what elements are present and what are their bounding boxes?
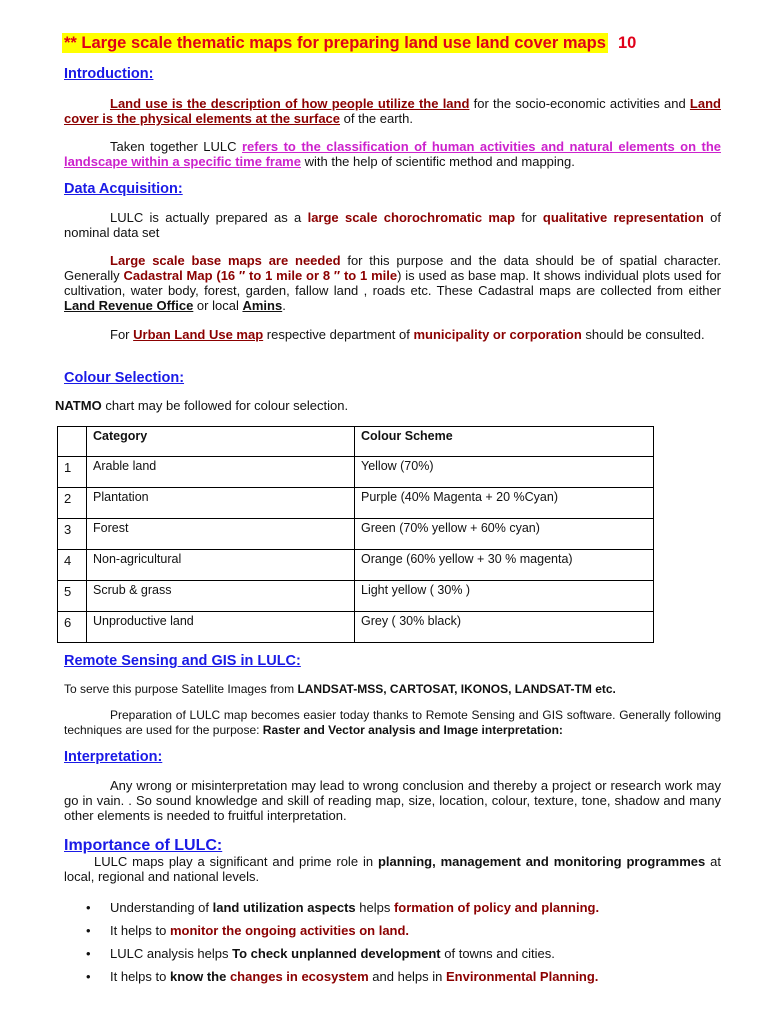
table-cell: Category bbox=[87, 427, 355, 457]
intro-paragraph-1 bbox=[64, 96, 721, 126]
text-span: LULC is actually prepared as a bbox=[110, 210, 308, 225]
importance-paragraph bbox=[64, 854, 721, 884]
title-text: ** Large scale thematic maps for preparing land use land cover maps bbox=[64, 34, 606, 52]
text-span: land utilization aspects bbox=[212, 900, 356, 915]
text-span: LULC maps play a significant and prime role in bbox=[94, 854, 378, 869]
land-use-definition: Land use is the description of how people utilize the land bbox=[110, 96, 470, 111]
text-span: municipality or corporation bbox=[413, 327, 582, 342]
table-cell: Non-agricultural bbox=[87, 550, 355, 581]
table-row bbox=[58, 457, 654, 488]
text-span: For bbox=[110, 327, 134, 342]
text-span: Environmental Planning. bbox=[446, 969, 599, 984]
table-cell: 5 bbox=[58, 581, 87, 612]
text-span: at local, regional and national levels. bbox=[64, 854, 721, 884]
table-cell: Scrub & grass bbox=[87, 581, 355, 612]
land-cover-definition: Land cover is the physical elements at the surface bbox=[64, 96, 721, 126]
table-row bbox=[58, 612, 654, 643]
table-cell: Plantation bbox=[87, 488, 355, 519]
data-acq-paragraph-3 bbox=[64, 327, 721, 342]
text-span: Raster and Vector analysis and Image interpretation: bbox=[262, 723, 563, 737]
table-cell: Unproductive land bbox=[87, 612, 355, 643]
lulc-definition: refers to the classification of human activities and natural elements on the landscape within a specific time frame bbox=[64, 139, 721, 169]
text-span: know the bbox=[169, 969, 230, 984]
text-span: formation of policy and planning. bbox=[393, 900, 600, 915]
table-cell: Light yellow ( 30% ) bbox=[355, 581, 654, 612]
list-item bbox=[64, 969, 724, 992]
colour-scheme-table bbox=[57, 426, 654, 643]
text-span: Large scale base maps are needed bbox=[110, 253, 341, 268]
heading-remote-sensing: Remote Sensing and GIS in LULC: bbox=[64, 653, 301, 669]
table-cell: 6 bbox=[58, 612, 87, 643]
heading-interpretation: Interpretation: bbox=[64, 749, 163, 765]
table-cell: Orange (60% yellow + 30 % magenta) bbox=[355, 550, 654, 581]
text-span: changes in ecosystem bbox=[229, 969, 369, 984]
text-span: To check unplanned development bbox=[232, 946, 441, 961]
text-span: LULC analysis helps bbox=[110, 946, 233, 961]
list-item bbox=[64, 900, 724, 923]
remote-sensing-paragraph-2 bbox=[64, 708, 721, 738]
table-row bbox=[58, 488, 654, 519]
text-span: Urban Land Use map bbox=[133, 327, 264, 342]
text-span: of the earth. bbox=[340, 111, 414, 126]
text-span: with the help of scientific method and mapping. bbox=[300, 154, 575, 169]
page-title bbox=[62, 34, 636, 53]
text-span: planning, management and monitoring programmes bbox=[377, 854, 706, 869]
text-span: qualitative representation bbox=[542, 210, 704, 225]
table-cell bbox=[58, 427, 87, 457]
table-cell: 4 bbox=[58, 550, 87, 581]
bullet-icon: • bbox=[86, 969, 91, 984]
text-span: Land Revenue Office bbox=[64, 298, 194, 313]
text-span: It helps to bbox=[110, 969, 170, 984]
table-cell: Purple (40% Magenta + 20 %Cyan) bbox=[355, 488, 654, 519]
text-span: chart may be followed for colour selection. bbox=[101, 398, 349, 413]
natmo-line bbox=[55, 398, 348, 413]
list-item bbox=[64, 946, 724, 969]
list-item bbox=[64, 923, 724, 946]
text-span: Preparation of LULC map becomes easier today thanks to Remote Sensing and GIS software. Generally following techniques are used for the purpose: bbox=[64, 708, 721, 737]
text-span: ) is used as base map. It shows individual plots used for cultivation, water body, forest, garden, fallow land , roads etc. These Cadastral maps are collected from either bbox=[64, 268, 721, 298]
text-span: or local bbox=[193, 298, 243, 313]
text-span: should be consulted. bbox=[581, 327, 705, 342]
text-span: for this purpose and the data should be of spatial character. Generally bbox=[64, 253, 721, 283]
table-cell: Green (70% yellow + 60% cyan) bbox=[355, 519, 654, 550]
table-header-row bbox=[58, 427, 654, 457]
text-span: Any wrong or misinterpretation may lead to wrong conclusion and thereby a project or research work may go in vain. . So sound knowledge and skill of reading map, size, location, colour, texture, tone, shadow and many other elements is needed to fruitful interpretation. bbox=[64, 778, 721, 823]
bullet-icon: • bbox=[86, 900, 91, 915]
table-row bbox=[58, 550, 654, 581]
table-cell: 1 bbox=[58, 457, 87, 488]
table-cell: Yellow (70%) bbox=[355, 457, 654, 488]
text-span: Amins bbox=[242, 298, 283, 313]
data-acq-paragraph-1 bbox=[64, 210, 721, 240]
table-row bbox=[58, 581, 654, 612]
text-span: respective department of bbox=[263, 327, 414, 342]
table-cell: Colour Scheme bbox=[355, 427, 654, 457]
table-row bbox=[58, 519, 654, 550]
text-span: . bbox=[282, 298, 286, 313]
text-span: LANDSAT-MSS, CARTOSAT, IKONOS, LANDSAT-TM etc. bbox=[297, 682, 616, 696]
text-span: and helps in bbox=[368, 969, 447, 984]
importance-bullet-list bbox=[64, 900, 724, 992]
text-span: To serve this purpose Satellite Images from bbox=[64, 682, 298, 696]
data-acq-paragraph-2 bbox=[64, 253, 721, 313]
text-span: for bbox=[515, 210, 543, 225]
text-span: of nominal data set bbox=[64, 210, 721, 240]
intro-paragraph-2 bbox=[64, 139, 721, 169]
table-cell: Arable land bbox=[87, 457, 355, 488]
text-span: Taken together LULC bbox=[110, 139, 242, 154]
heading-data-acquisition: Data Acquisition: bbox=[64, 181, 183, 197]
text-span: Understanding of bbox=[110, 900, 213, 915]
text-span: large scale chorochromatic map bbox=[307, 210, 516, 225]
heading-importance: Importance of LULC: bbox=[64, 837, 223, 854]
text-span: NATMO bbox=[55, 398, 102, 413]
interpretation-paragraph bbox=[64, 778, 721, 823]
heading-colour-selection: Colour Selection: bbox=[64, 370, 185, 386]
table-cell: 2 bbox=[58, 488, 87, 519]
text-span: helps bbox=[355, 900, 394, 915]
table-cell: 3 bbox=[58, 519, 87, 550]
text-span: monitor the ongoing activities on land. bbox=[169, 923, 410, 938]
text-span: for the socio-economic activities and bbox=[469, 96, 690, 111]
text-span: Cadastral Map (16 ″ to 1 mile or 8 ″ to 1 mile bbox=[123, 268, 398, 283]
text-span: of towns and cities. bbox=[440, 946, 555, 961]
text-span: It helps to bbox=[110, 923, 170, 938]
heading-introduction: Introduction: bbox=[64, 66, 154, 82]
bullet-icon: • bbox=[86, 923, 91, 938]
remote-sensing-paragraph-1 bbox=[64, 682, 721, 697]
table-cell: Grey ( 30% black) bbox=[355, 612, 654, 643]
page-number: 10 bbox=[617, 34, 637, 52]
table-cell: Forest bbox=[87, 519, 355, 550]
bullet-icon: • bbox=[86, 946, 91, 961]
